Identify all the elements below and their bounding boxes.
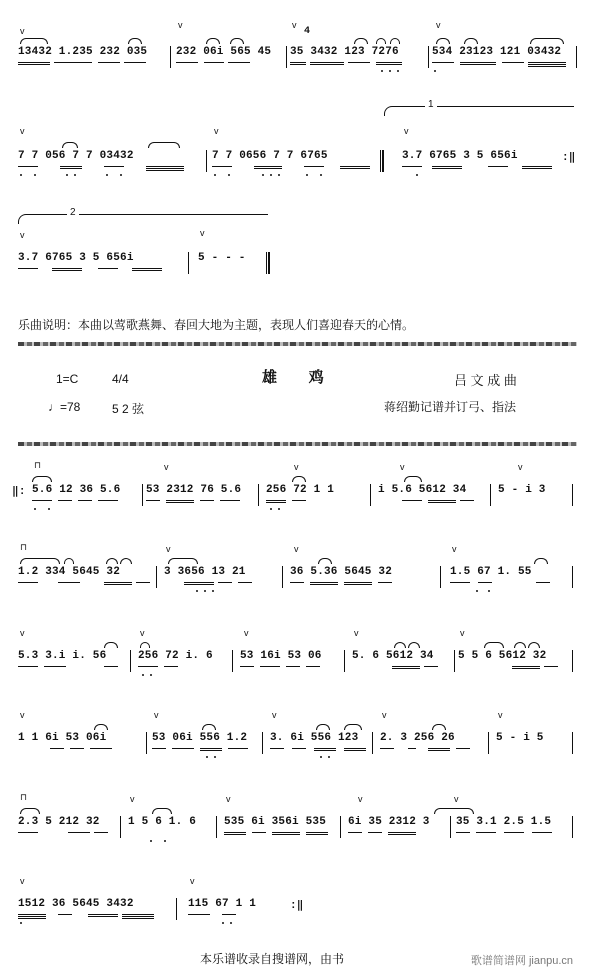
top-row-3: 3.7 6765 3 5 656i 5 - - - 2 v v [18,252,577,276]
measure: 5. 6 5612 34 [352,650,434,662]
top-row-2: 7 7 056 7 7 03432 7 7 0656 7 7 6765 3.7 6765 3 5 656i :‖ 1 v v v [18,150,577,174]
score-row-1: ‖: 5.6 12 36 5.6 53 2312 76 5.6 256 72 1 1 i 5.6 5612 34 5 - i 3 ⊓ v v v v [18,484,577,508]
measure: 6i 35 2312 3 [348,816,430,828]
barline [216,816,217,838]
barline [258,484,259,506]
measure: 53 2312 76 5.6 [146,484,242,496]
barline [372,732,373,754]
volta-bracket: 1 [384,106,574,116]
measure: 1 5 6 1. 6 [128,816,197,828]
measure: 3 3656 13 21 [164,566,246,578]
barline [380,150,384,172]
measure: 256 72 i. 6 [138,650,213,662]
measure: 2. 3 256 26 [380,732,455,744]
measure: 1.5 67 1. 55 [450,566,532,578]
watermark: 歌谱简谱网 jianpu.cn [470,955,573,967]
measure: 35 3432 123 7276 [290,46,399,58]
barline [146,732,147,754]
measure: 35 3.1 2.5 1.5 [456,816,552,828]
measure: 3. 6i 556 123 [270,732,359,744]
composer: 吕 文 成 曲 [454,373,517,388]
piece-title: 雄 鸡 [262,370,338,386]
barline [188,252,189,274]
measure: 1 1 6i 53 06i [18,732,107,744]
footer-credit: 本乐谱收录自搜谱网，由书 [200,952,345,966]
barline [130,650,131,672]
barline [488,732,489,754]
measure: 1.2 334 5645 32 [18,566,121,578]
barline [120,816,121,838]
barline [572,484,573,506]
score-row-3: 5.3 3.i i. 56 256 72 i. 6 53 16i 53 06 5. 6 5612 34 5 5 6 5612 32 v v v v v [18,650,577,674]
measure: 5 5 6 5612 32 [458,650,547,662]
barline [206,150,207,172]
tempo: ♩=78 [48,400,81,414]
measure: 535 6i 356i 535 [224,816,327,828]
repeat-end: :‖ [562,152,576,164]
final-barline [266,252,270,274]
barline [344,650,345,672]
measure: 5.6 12 36 5.6 [32,484,121,496]
measure: i 5.6 5612 34 [378,484,467,496]
piece-description: 乐曲说明：本曲以莺歌燕舞、春回大地为主题，表现人们喜迎春天的心情。 [18,318,415,332]
barline [282,566,283,588]
barline [450,816,451,838]
measure: 2.3 5 212 32 [18,816,100,828]
measure: 5.3 3.i i. 56 [18,650,107,662]
measure: 7 7 056 7 7 03432 [18,150,134,162]
measure: 53 06i 556 1.2 [152,732,248,744]
volta-bracket: 2 [18,214,268,224]
measure: 3.7 6765 3 5 656i [18,252,134,264]
measure: 1512 36 5645 3432 [18,898,134,910]
barline [572,650,573,672]
string-tuning: 5 2 弦 [112,402,145,416]
time-signature: 4/4 [112,372,129,386]
divider [18,342,577,346]
barline [232,650,233,672]
measure: 256 72 1 1 [266,484,335,496]
score-row-6: 1512 36 5645 3432 115 67 1 1 :‖ v v [18,898,577,922]
barline [576,46,577,68]
measure: 7 7 0656 7 7 6765 [212,150,328,162]
barline [142,484,143,506]
measure: 5 - i 5 [496,732,544,744]
divider [18,442,577,446]
barline [440,566,441,588]
barline [370,484,371,506]
meter-change: 4 [304,26,311,37]
barline [156,566,157,588]
barline [176,898,177,920]
barline [262,732,263,754]
measure: 36 5.36 5645 32 [290,566,393,578]
measure: 3.7 6765 3 5 656i [402,150,518,162]
measure: 5 - i 3 [498,484,546,496]
repeat-end: :‖ [290,900,304,912]
repeat-start: ‖: [12,486,26,498]
barline [572,816,573,838]
barline [454,650,455,672]
transcriber: 蒋绍勤记谱并订弓、指法 [384,400,517,414]
barline [340,816,341,838]
score-row-2: 1.2 334 5645 32 3 3656 13 21 36 5.36 5645 32 1.5 67 1. 55 ⊓ v v v [18,566,577,590]
barline [428,46,429,68]
score-row-5: 2.3 5 212 32 1 5 6 1. 6 535 6i 356i 535 6i 35 2312 3 35 3.1 2.5 1.5 ⊓ v v v v [18,816,577,840]
barline [170,46,171,68]
measure: 13432 1.235 232 035 [18,46,148,58]
barline [572,566,573,588]
measure: 534 23123 121 03432 [432,46,562,58]
measure: 232 06i 565 45 [176,46,272,58]
measure: 115 67 1 1 [188,898,257,910]
barline [490,484,491,506]
top-row-1: 13432 1.235 232 035 232 06i 565 45 35 3432 123 7276 4 534 23123 121 03432 v v v v [18,46,577,70]
score-row-4: 1 1 6i 53 06i 53 06i 556 1.2 3. 6i 556 123 2. 3 256 26 5 - i 5 v v v v v [18,732,577,756]
measure: 5 - - - [198,252,246,264]
key-signature: 1=C [56,372,79,386]
measure: 53 16i 53 06 [240,650,322,662]
barline [286,46,287,68]
barline [572,732,573,754]
